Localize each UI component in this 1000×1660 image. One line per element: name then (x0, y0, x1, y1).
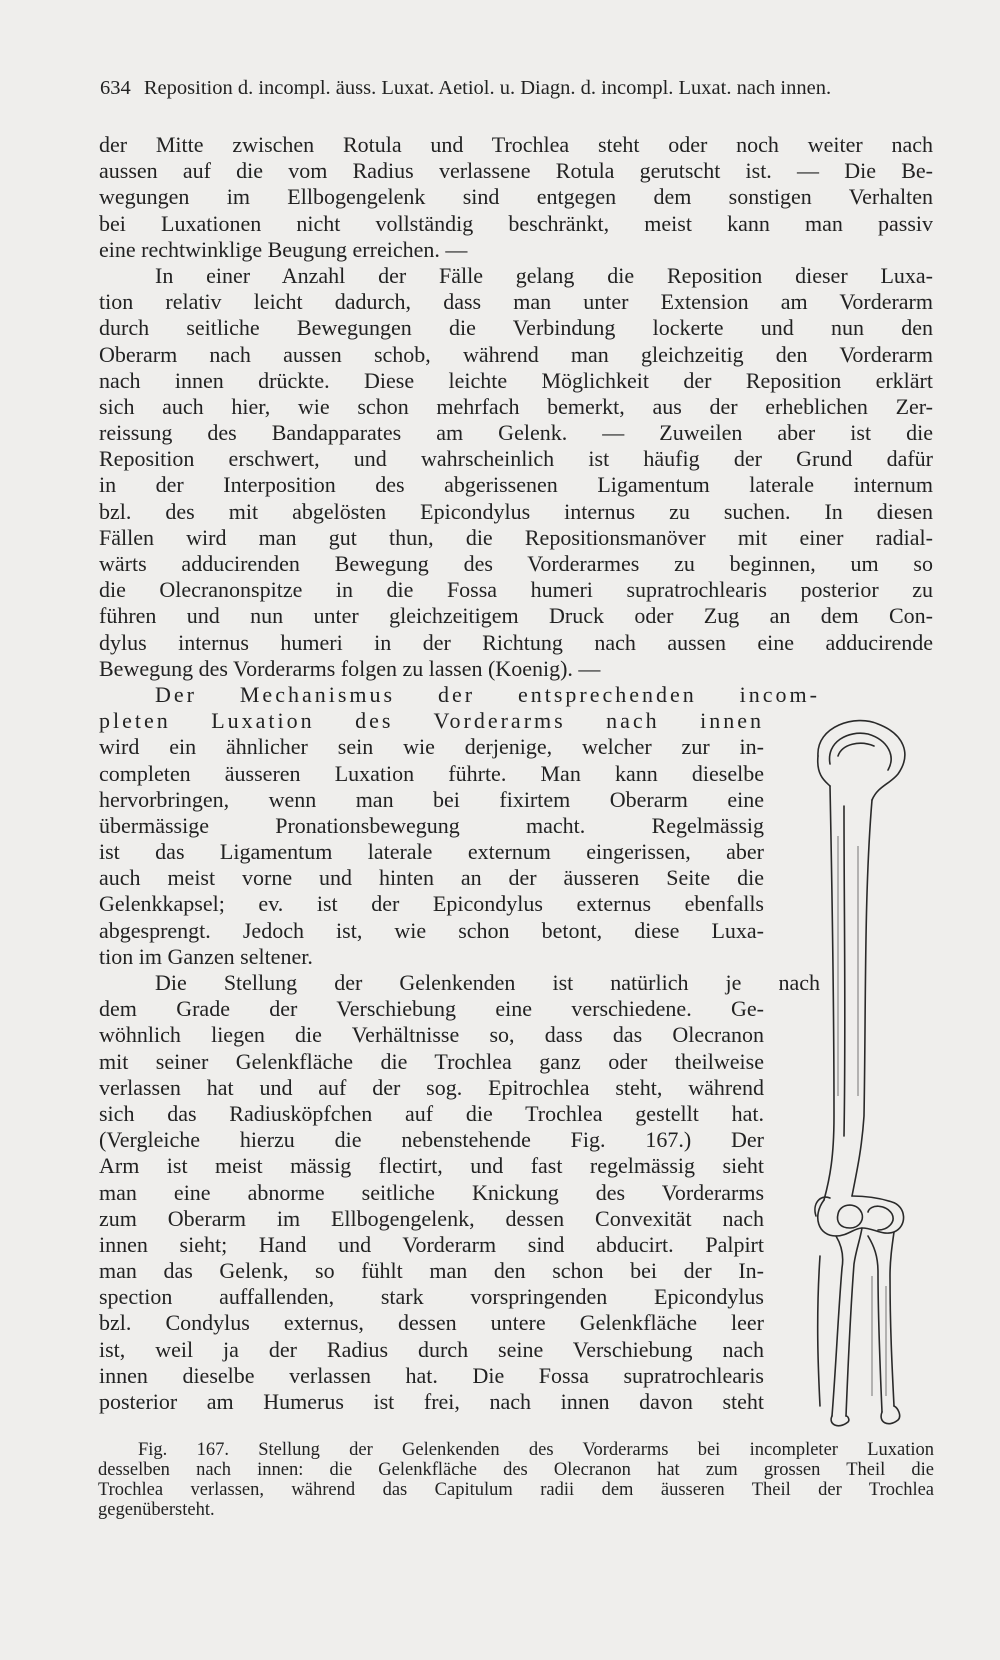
text-line: Oberarm nach aussen schob, während man gleichzeitig den Vorderarm (99, 341, 933, 367)
text-line: der Mitte zwischen Rotula und Trochlea steht oder noch weiter nach (99, 132, 933, 157)
running-header (100, 76, 933, 100)
text-line: wöhnlich liegen die Verhältnisse so, dass das Olecranon (99, 1022, 764, 1048)
text-line: Fällen wird man gut thun, die Repositionsmanöver mit einer radial- (99, 524, 933, 550)
text-line: dem Grade der Verschiebung eine verschiedene. Ge- (99, 996, 764, 1022)
caption-line: gegenübersteht. (98, 1500, 215, 1520)
text-line: tion im Ganzen seltener. (99, 943, 313, 969)
text-line: Reposition erschwert, und wahrscheinlich ist häufig der Grund dafür (99, 446, 933, 472)
text-line: führen und nun unter gleichzeitigem Druck oder Zug an dem Con- (99, 603, 933, 629)
text-line: die Olecranonspitze in die Fossa humeri supratrochlearis posterior zu (99, 577, 933, 603)
caption-line: Fig. 167. Stellung der Gelenkenden des Vorderarms bei incompleter Luxation (138, 1440, 934, 1460)
text-line: abgesprengt. Jedoch ist, wie schon betont, diese Luxa- (99, 917, 764, 943)
text-line: sich auch hier, wie schon mehrfach bemerkt, aus der erheblichen Zer- (99, 393, 933, 419)
text-line: innen dieselbe verlassen hat. Die Fossa supratrochlearis (99, 1362, 764, 1388)
text-line: wird ein ähnlicher sein wie derjenige, welcher zur in- (99, 734, 764, 760)
text-line: wärts adducirenden Bewegung des Vorderarmes zu beginnen, um so (99, 551, 933, 576)
text-line: reissung des Bandapparates am Gelenk. — Zuweilen aber ist die (99, 420, 933, 446)
text-line: eine rechtwinklige Beugung erreichen. — (99, 236, 468, 262)
text-line: aussen auf die vom Radius verlassene Rotula gerutscht ist. — Die Be- (99, 158, 933, 184)
text-line: bzl. des mit abgelösten Epicondylus internus zu suchen. In diesen (99, 498, 933, 524)
figure-caption (98, 1440, 934, 1520)
caption-line: Trochlea verlassen, während das Capitulum radii dem äusseren Theil der Trochlea (98, 1480, 934, 1500)
text-line: spection auffallenden, stark vorspringenden Epicondylus (99, 1284, 764, 1310)
text-line: Gelenkkapsel; ev. ist der Epicondylus externus ebenfalls (99, 891, 764, 917)
forearm-bones-illustration (808, 716, 920, 1430)
text-line: man eine abnorme seitliche Knickung des Vorderarms (99, 1179, 764, 1205)
text-line: In einer Anzahl der Fälle gelang die Reposition dieser Luxa- (155, 262, 933, 288)
text-line: Bewegung des Vorderarms folgen zu lassen (Koenig). — (99, 655, 601, 681)
text-line: bei Luxationen nicht vollständig beschränkt, meist kann man passiv (99, 210, 933, 236)
text-line: tion relativ leicht dadurch, dass man unter Extension am Vorderarm (99, 289, 933, 315)
text-line: posterior am Humerus ist frei, nach innen davon steht (99, 1389, 764, 1414)
text-line: completen äusseren Luxation führte. Man kann dieselbe (99, 760, 764, 786)
text-line: mit seiner Gelenkfläche die Trochlea ganz oder theilweise (99, 1048, 764, 1074)
running-title: Reposition d. incompl. äuss. Luxat. Aetiol. u. Diagn. d. incompl. Luxat. nach innen. (143, 77, 832, 99)
text-line: hervorbringen, wenn man bei fixirtem Oberarm eine (99, 786, 764, 812)
text-line: nach innen drückte. Diese leichte Möglichkeit der Reposition erklärt (99, 367, 933, 393)
text-line: innen sieht; Hand und Vorderarm sind abducirt. Palpirt (99, 1231, 764, 1257)
page-number: 634 (100, 77, 131, 99)
caption-line: desselben nach innen: die Gelenkfläche des Olecranon hat zum grossen Theil die (98, 1460, 934, 1480)
text-line: übermässige Pronationsbewegung macht. Regelmässig (99, 812, 764, 838)
text-line: ist, weil ja der Radius durch seine Verschiebung nach (99, 1336, 764, 1362)
text-line: verlassen hat und auf der sog. Epitrochlea steht, während (99, 1074, 764, 1100)
text-line: sich das Radiusköpfchen auf die Trochlea gestellt hat. (99, 1100, 764, 1126)
text-line: zum Oberarm im Ellbogengelenk, dessen Convexität nach (99, 1205, 764, 1231)
text-line: in der Interposition des abgerissenen Ligamentum laterale internum (99, 472, 933, 498)
text-line: Arm ist meist mässig flectirt, und fast regelmässig sieht (99, 1153, 764, 1179)
text-line: (Vergleiche hierzu die nebenstehende Fig. 167.) Der (99, 1127, 764, 1153)
text-line: wegungen im Ellbogengelenk sind entgegen dem sonstigen Verhalten (99, 184, 933, 210)
text-line: pleten Luxation des Vorderarms nach innen (99, 708, 764, 734)
text-line: ist das Ligamentum laterale externum eingerissen, aber (99, 839, 764, 865)
text-line: Die Stellung der Gelenkenden ist natürlich je nach (155, 970, 820, 995)
text-line: Der Mechanismus der entsprechenden incom- (155, 681, 820, 707)
text-line: man das Gelenk, so fühlt man den schon bei der In- (99, 1258, 764, 1284)
text-line: durch seitliche Bewegungen die Verbindung lockerte und nun den (99, 315, 933, 341)
text-line: dylus internus humeri in der Richtung nach aussen eine adducirende (99, 629, 933, 655)
text-line: bzl. Condylus externus, dessen untere Gelenkfläche leer (99, 1310, 764, 1336)
text-line: auch meist vorne und hinten an der äusseren Seite die (99, 865, 764, 891)
